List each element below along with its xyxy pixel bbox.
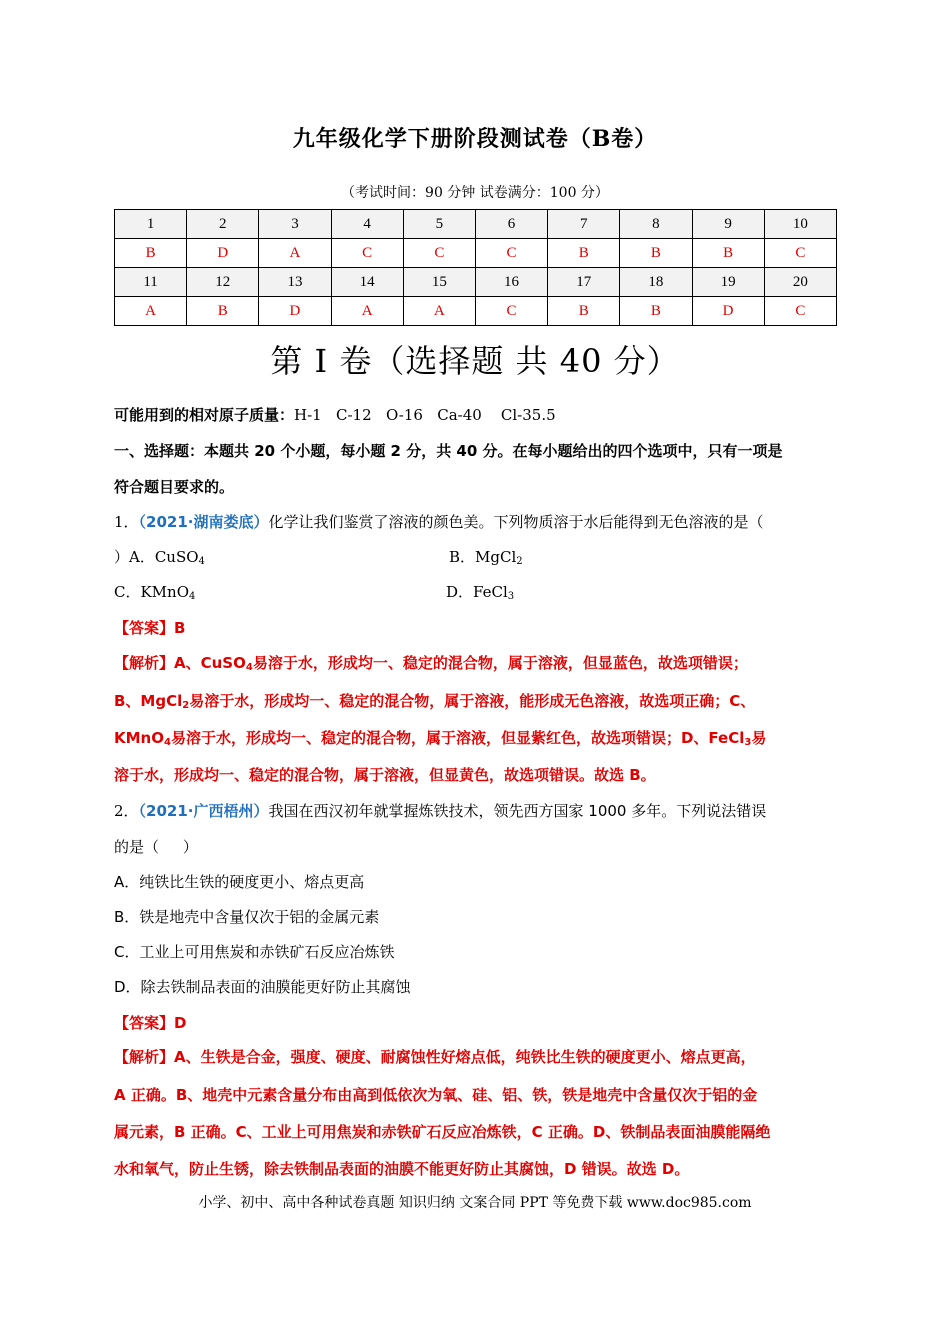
subscript: 2 (182, 700, 190, 711)
question-2-option-b: B．铁是地壳中含量仅次于铝的金属元素 (114, 908, 380, 926)
atomic-masses-values: H-1 C-12 O-16 Ca-40 Cl-35.5 (294, 406, 556, 424)
question-2-stem-cont: 的是（ ） (114, 838, 198, 856)
question-number-cell: 6 (475, 210, 547, 239)
question-number-cell: 5 (403, 210, 475, 239)
question-text: 化学让我们鉴赏了溶液的颜色美。下列物质溶于水后能得到无色溶液的是（ (268, 513, 764, 531)
question-number-cell: 11 (115, 268, 187, 297)
question-number: 1． (114, 513, 139, 531)
explanation-text: B、MgCl (114, 692, 183, 710)
question-number-cell: 13 (259, 268, 331, 297)
question-2-option-d: D．除去铁制品表面的油膜能更好防止其腐蚀 (114, 978, 411, 996)
question-source: （2021·广西梧州） (138, 802, 269, 820)
subscript: 3 (744, 737, 752, 748)
explanation-text: 易溶于水，形成均一、稳定的混合物，属于溶液，能形成无色溶液，故选项正确；C、 (189, 692, 756, 710)
subscript: 3 (507, 591, 515, 602)
question-1-option-b (449, 546, 523, 567)
answer-cell: B (548, 239, 620, 268)
question-text: 我国在西汉初年就掌握炼铁技术，领先西方国家 1000 多年。下列说法错误 (268, 802, 767, 820)
question-number-row (115, 268, 837, 297)
question-1-explanation-1 (114, 652, 748, 673)
question-2-explanation-2: A 正确。B、地壳中元素含量分布由高到低依次为氧、硅、铝、铁，铁是地壳中含量仅次于铝的金 (114, 1086, 758, 1104)
answer-cell: C (331, 239, 403, 268)
question-1-explanation-2 (114, 690, 755, 711)
question-1-explanation-4: 溶于水，形成均一、稳定的混合物，属于溶液，但显黄色，故选项错误。故选 B。 (114, 766, 656, 784)
question-number-cell: 12 (187, 268, 259, 297)
explanation-label: 【解析】 (114, 654, 175, 672)
option-a-text: ）A．CuSO (114, 548, 199, 566)
answer-cell: D (187, 239, 259, 268)
subscript: 2 (516, 556, 523, 567)
explanation-text: 易溶于水，形成均一、稳定的混合物，属于溶液，但显蓝色，故选项错误； (252, 654, 748, 672)
instructions-line-1: 一、选择题：本题共 20 个小题，每小题 2 分，共 40 分。在每小题给出的四个选项中，只有一项是 (114, 442, 783, 460)
explanation-text: KMnO (114, 729, 164, 747)
answer-cell: C (764, 239, 836, 268)
answer-cell: A (331, 297, 403, 326)
answer-cell: A (115, 297, 187, 326)
question-2-option-c: C．工业上可用焦炭和赤铁矿石反应冶炼铁 (114, 943, 395, 961)
question-number-cell: 18 (620, 268, 692, 297)
question-number-cell: 17 (548, 268, 620, 297)
question-2-explanation-4: 水和氧气，防止生锈，除去铁制品表面的油膜不能更好防止其腐蚀，D 错误。故选 D。 (114, 1160, 690, 1178)
answer-cell: C (403, 239, 475, 268)
explanation-label: 【解析】 (114, 1048, 175, 1066)
answer-row (115, 239, 837, 268)
subscript: 4 (163, 737, 171, 748)
answer-cell: A (403, 297, 475, 326)
footer: 小学、初中、高中各种试卷真题 知识归纳 文案合同 PPT 等免费下载 www.doc985.com (198, 1195, 752, 1211)
question-number-cell: 16 (475, 268, 547, 297)
answer-cell: B (548, 297, 620, 326)
question-number-cell: 3 (259, 210, 331, 239)
answer-cell: B (692, 239, 764, 268)
question-number-row (115, 210, 837, 239)
page-title: 九年级化学下册阶段测试卷（B卷） (292, 126, 658, 152)
question-source: （2021·湖南娄底） (138, 513, 269, 531)
question-2-stem (114, 800, 766, 821)
exam-info: （考试时间：90 分钟 试卷满分：100 分） (341, 185, 609, 201)
answer-cell: B (620, 239, 692, 268)
answer-table (114, 209, 837, 326)
explanation-text: 易溶于水，形成均一、稳定的混合物，属于溶液，但显紫红色，故选项错误；D、FeCl (170, 729, 745, 747)
question-number-cell: 8 (620, 210, 692, 239)
explanation-text: A、生铁是合金，强度、硬度、耐腐蚀性好熔点低，纯铁比生铁的硬度更小、熔点更高， (174, 1048, 756, 1066)
instructions-line-2: 符合题目要求的。 (114, 478, 235, 496)
explanation-text: 易 (751, 729, 767, 747)
question-number-cell: 9 (692, 210, 764, 239)
question-number-cell: 20 (764, 268, 836, 297)
atomic-masses (114, 404, 556, 425)
answer-cell: D (692, 297, 764, 326)
option-c-text: C．KMnO (114, 583, 190, 601)
answer-row (115, 297, 837, 326)
question-number-cell: 14 (331, 268, 403, 297)
option-b-text: B．MgCl (449, 548, 517, 566)
question-2-explanation-1 (114, 1046, 756, 1067)
question-2-answer: 【答案】D (114, 1014, 187, 1032)
answer-cell: B (115, 239, 187, 268)
question-1-option-d (446, 581, 514, 602)
question-1-explanation-3 (114, 727, 766, 748)
explanation-text: A、CuSO (174, 654, 246, 672)
question-number-cell: 19 (692, 268, 764, 297)
answer-cell: B (620, 297, 692, 326)
atomic-masses-label: 可能用到的相对原子质量： (114, 406, 295, 424)
subscript: 4 (198, 556, 205, 567)
question-1-stem (114, 511, 764, 532)
answer-cell: C (764, 297, 836, 326)
answer-cell: D (259, 297, 331, 326)
subscript: 4 (245, 662, 253, 673)
question-number-cell: 4 (331, 210, 403, 239)
answer-cell: A (259, 239, 331, 268)
question-number-cell: 2 (187, 210, 259, 239)
question-1-answer: 【答案】B (114, 619, 186, 637)
question-number-cell: 7 (548, 210, 620, 239)
question-number-cell: 10 (764, 210, 836, 239)
question-number-cell: 15 (403, 268, 475, 297)
answer-cell: B (187, 297, 259, 326)
question-number-cell: 1 (115, 210, 187, 239)
option-d-text: D．FeCl (446, 583, 508, 601)
question-1-option-c (114, 581, 195, 602)
answer-cell: C (475, 297, 547, 326)
answer-cell: C (475, 239, 547, 268)
question-number: 2． (114, 802, 139, 820)
question-2-explanation-3: 属元素，B 正确。C、工业上可用焦炭和赤铁矿石反应冶炼铁，C 正确。D、铁制品表面油膜能隔绝 (114, 1123, 771, 1141)
subscript: 4 (189, 591, 196, 602)
question-2-option-a: A．纯铁比生铁的硬度更小、熔点更高 (114, 873, 365, 891)
question-1-option-a (114, 546, 205, 567)
section-title: 第 I 卷（选择题 共 40 分） (270, 342, 680, 380)
